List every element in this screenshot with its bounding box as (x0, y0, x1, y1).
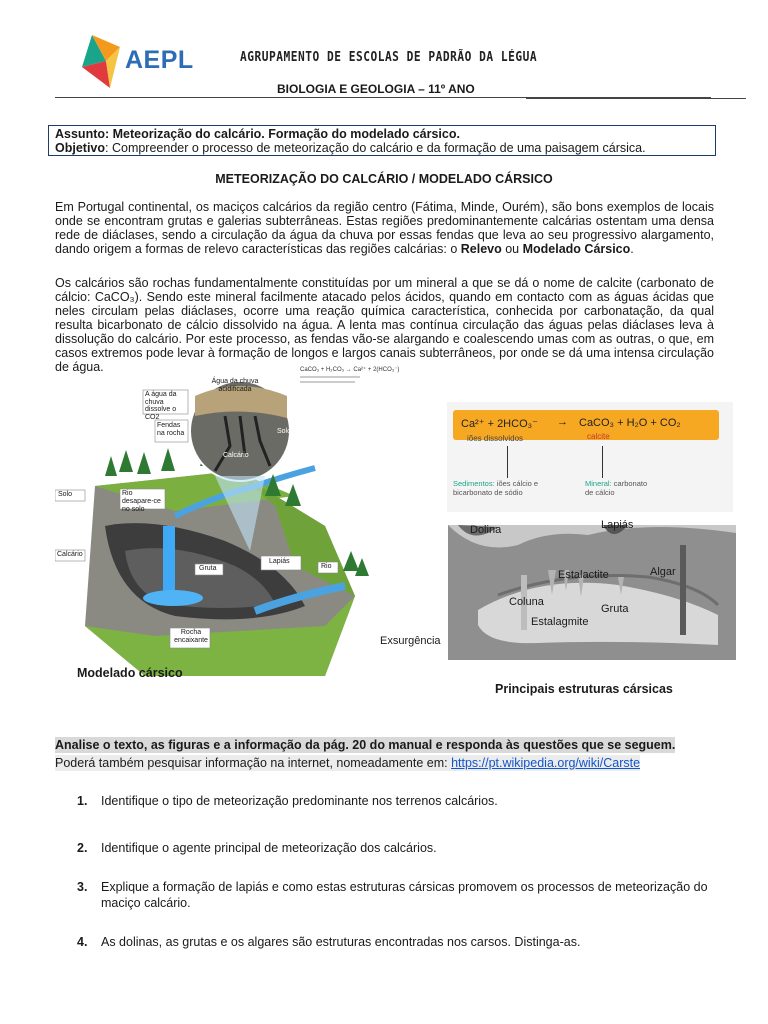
label-rio-desaparece: Rio desapare-ce no solo (122, 490, 161, 513)
question-number: 2. (77, 841, 88, 855)
topic-box (48, 125, 716, 156)
question-text: Identifique o agente principal de meteorização dos calcários. (101, 841, 437, 855)
question-text: Explique a formação de lapiás e como estas estruturas cársicas promovem os processos de meteorização do maciço calcário. (101, 880, 708, 910)
question-number: 4. (77, 935, 88, 949)
formula-text: CaCO₃ + H₂CO₃ → Ca²⁺ + 2(HCO₃⁻) (300, 367, 400, 373)
label-dolina: Dolina (470, 524, 502, 536)
paragraph-1 (55, 200, 714, 256)
instructions-line: Analise o texto, as figuras e a informação da pág. 20 do manual e responda às questões que se seguem. (55, 738, 676, 752)
label-exsurgencia: Exsurgência (380, 635, 441, 647)
internet-hint (55, 755, 640, 771)
label-calcario: Calcário (57, 551, 83, 558)
mineral-label: Mineral: (585, 479, 612, 488)
question-text: As dolinas, as grutas e os algares são estruturas encontradas nos carsos. Distinga-as. (101, 935, 581, 949)
mineral-text: carbonato de cálcio (585, 479, 648, 497)
label-rocha: Rocha encaixante (174, 629, 208, 644)
label-gruta: Gruta (199, 565, 217, 572)
modelado-term: Modelado Cársico (522, 242, 631, 256)
label-calcario-inset: Calcário (223, 452, 249, 459)
label-algar: Algar (650, 566, 676, 578)
label-gruta-cave: Gruta (601, 603, 629, 615)
caption-karst-landscape: Modelado cársico (77, 666, 183, 680)
paragraph-1-text: Em Portugal continental, os maciços calcários da região centro (Fátima, Minde, Ourém), são bons exemplos de locais onde se encontram grutas e galerias subterrâneas. Estas regiões predominantemente calcárias ostentam uma densa rede de diáclases, sendo a circulação da água da chuva por essas fendas que leva ao seu progressivo alargamento, dando origem a formas de relevo características das regiões calcárias: o (55, 200, 714, 256)
equation-left: Ca²⁺ + 2HCO₃⁻ (461, 418, 538, 430)
cave-structures-figure (380, 515, 736, 665)
internet-hint-text: Poderá também pesquisar informação na internet, nomeadamente em: (55, 756, 452, 770)
sediments-text: iões cálcio e bicarbonato de sódio (453, 479, 539, 497)
section-title: METEORIZAÇÃO DO CALCÁRIO / MODELADO CÁRSICO (215, 172, 553, 186)
assunto-label: Assunto (55, 127, 105, 141)
assunto-value: : Meteorização do calcário. Formação do modelado cársico. (105, 127, 460, 141)
paragraph-2: Os calcários são rochas fundamentalmente constituídas por um mineral a que se dá o nome de calcite (carbonato de cálcio: CaCO₃). Sendo este mineral facilmente atacado pelos ácidos, quando em contacto com as águas ácidas que neles circulam pelas diáclases, ocorre uma reação química característica, conhecida por carbonatação, da qual resulta bicarbonato de cálcio dissolvido na água. A lenta mas contínua circulação das águas pelas diáclases leva à dissolução do calcário. Por este processo, as fendas vão-se alargando e coalescendo umas com as outras, o que, em casos extremos pode levar à formação de longos e largos canais subterrâneos, por onde se dá uma intensa circulação de água. (55, 276, 714, 374)
calcite-label: calcite (587, 432, 610, 441)
relevo-term: Relevo (460, 242, 502, 256)
label-solo: Solo (58, 491, 73, 498)
equation-right: CaCO₃ + H₂O + CO₂ (579, 417, 681, 429)
label-fendas: Fendas na rocha (157, 422, 185, 437)
school-name: AGRUPAMENTO DE ESCOLAS DE PADRÃO DA LÉGUA (240, 50, 538, 65)
label-estalactite: Estalactite (558, 569, 609, 581)
label-lapias: Lapiás (269, 558, 290, 565)
paragraph-1-end: . (630, 242, 634, 256)
small-formula (290, 366, 490, 406)
karst-landscape-figure (55, 376, 400, 694)
label-solo-inset: Solo (277, 428, 292, 435)
subject-line: BIOLOGIA E GEOLOGIA – 11º ANO (277, 82, 475, 96)
label-lapias-cave: Lapiás (601, 519, 634, 531)
paragraph-1-mid: ou (501, 242, 523, 256)
header-divider-right (526, 98, 746, 99)
label-coluna: Coluna (509, 596, 544, 608)
wikipedia-link[interactable]: https://pt.wikipedia.org/wiki/Carste (451, 756, 641, 770)
label-agua-dissolve: A água da chuva dissolve o CO2 (145, 391, 177, 421)
label-estalagmite: Estalagmite (531, 616, 589, 628)
logo-text: AEPL (125, 46, 194, 74)
question-number: 1. (77, 794, 88, 808)
caption-cave-structures: Principais estruturas cársicas (495, 682, 673, 696)
reaction-figure (447, 402, 733, 512)
ions-label: iões dissolvidos (467, 434, 524, 443)
label-rio: Rio (321, 563, 332, 570)
sediments-label: Sedimentos: (453, 479, 495, 488)
question-number: 3. (77, 880, 88, 894)
objetivo-value: : Compreender o processo de meteorização do calcário e da formação de uma paisagem cársica. (105, 141, 646, 155)
objetivo-label: Objetivo (55, 141, 106, 155)
label-agua-chuva: Água da chuva acidificada (211, 378, 259, 393)
question-text: Identifique o tipo de meteorização predominante nos terrenos calcários. (101, 794, 498, 808)
equation-arrow: → (557, 416, 568, 428)
